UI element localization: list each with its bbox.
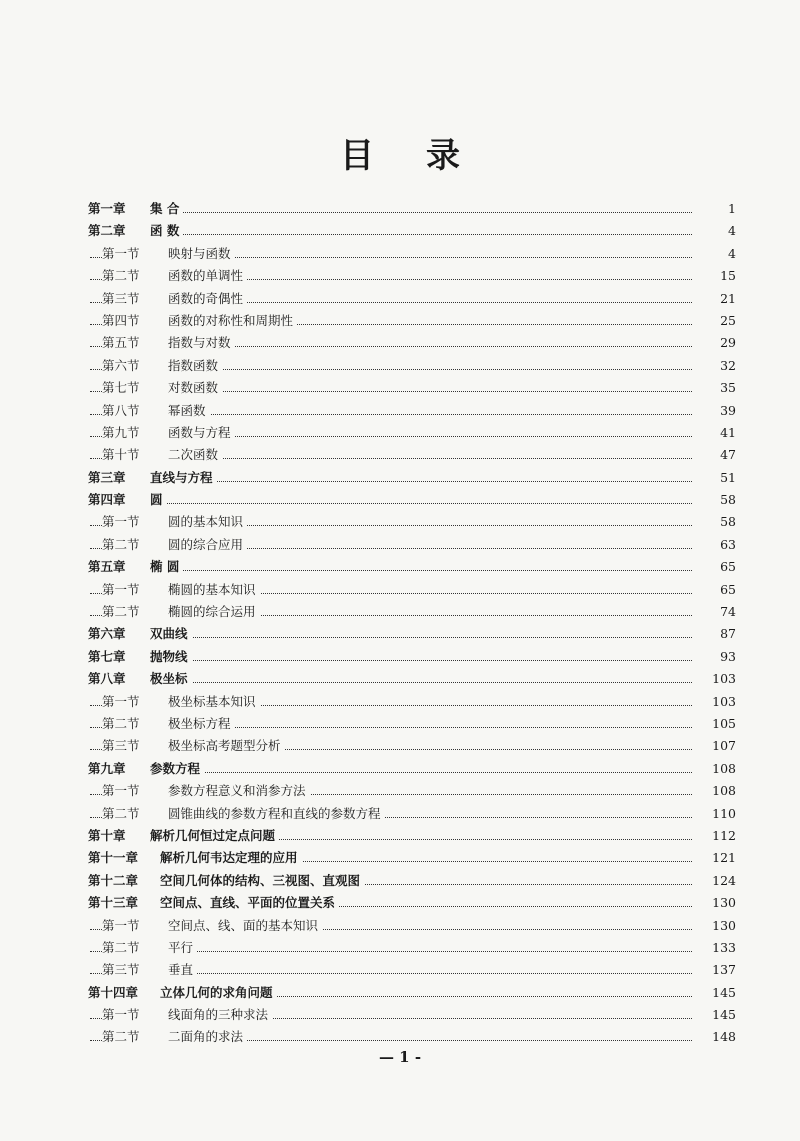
toc-section-entry xyxy=(0,959,800,981)
toc-entry-title: 椭圆的基本知识 xyxy=(168,581,256,597)
toc-entry-number: 第十节 xyxy=(102,447,140,463)
toc-entry-number: 第十二章 xyxy=(88,872,139,888)
toc-section-entry xyxy=(0,1026,800,1048)
toc-chapter-entry xyxy=(0,467,800,489)
toc-entry-title: 极坐标方程 xyxy=(168,715,231,731)
toc-entry-number: 第三节 xyxy=(102,290,140,306)
toc-entry-heading xyxy=(102,444,222,466)
toc-entry-number: 第一节 xyxy=(102,514,140,530)
toc-section-entry xyxy=(0,332,800,354)
toc-entry-title: 参数方程 xyxy=(150,760,201,776)
toc-entry-title: 圆锥曲线的参数方程和直线的参数方程 xyxy=(168,805,381,821)
toc-entry-number: 第十三章 xyxy=(88,895,139,911)
toc-chapter-entry xyxy=(0,198,800,220)
toc-page-number: 145 xyxy=(693,1004,736,1026)
toc-page-number: 58 xyxy=(693,511,736,533)
toc-page-number: 103 xyxy=(693,691,736,713)
toc-section-entry xyxy=(0,579,800,601)
toc-entry-heading xyxy=(102,1004,272,1026)
toc-entry-number: 第九章 xyxy=(88,760,126,776)
toc-entry-heading xyxy=(102,780,310,802)
toc-entry-title: 线面角的三种求法 xyxy=(168,1007,269,1023)
toc-entry-heading xyxy=(102,243,235,265)
toc-chapter-entry xyxy=(0,847,800,869)
toc-entry-number: 第一节 xyxy=(102,783,140,799)
toc-entry-number: 第八章 xyxy=(88,671,126,687)
toc-entry-title: 直线与方程 xyxy=(150,469,213,485)
toc-chapter-entry xyxy=(0,982,800,1004)
toc-entry-number: 第一章 xyxy=(88,201,126,216)
toc-section-entry xyxy=(0,691,800,713)
toc-page-number: 51 xyxy=(693,467,736,489)
toc-entry-heading xyxy=(102,511,247,533)
toc-entry-heading xyxy=(102,691,260,713)
toc-entry-title: 圆的基本知识 xyxy=(168,514,244,530)
toc-page-number: 35 xyxy=(693,377,736,399)
toc-page-number: 103 xyxy=(693,668,736,690)
toc-section-entry xyxy=(0,534,800,556)
toc-entry-number: 第二章 xyxy=(88,223,126,239)
page-number: — 1 - xyxy=(378,1048,422,1066)
toc-entry-title: 映射与函数 xyxy=(168,245,231,261)
toc-page-number: 133 xyxy=(693,937,736,959)
toc-section-entry xyxy=(0,265,800,287)
toc-entry-title: 双曲线 xyxy=(150,626,188,642)
toc-entry-heading xyxy=(88,892,339,914)
toc-page-number: 65 xyxy=(693,556,736,578)
dot-leader xyxy=(90,234,730,235)
dot-leader xyxy=(90,503,730,504)
toc-entry-title: 抛物线 xyxy=(150,648,188,664)
toc-page-number: 41 xyxy=(693,422,736,444)
toc-entry-number: 第十一章 xyxy=(88,850,139,866)
toc-entry-number: 第三节 xyxy=(102,962,140,978)
toc-entry-number: 第二节 xyxy=(102,536,140,552)
toc-entry-heading xyxy=(102,422,235,444)
toc-section-entry xyxy=(0,310,800,332)
toc-entry-title: 二次函数 xyxy=(168,447,219,463)
toc-chapter-entry xyxy=(0,870,800,892)
toc-page-number: 130 xyxy=(693,892,736,914)
toc-page-number: 124 xyxy=(693,870,736,892)
toc-entry-title: 指数函数 xyxy=(168,357,219,373)
toc-page-number: 29 xyxy=(693,332,736,354)
toc-chapter-entry xyxy=(0,489,800,511)
title-char-1: 目 xyxy=(340,136,374,176)
toc-entry-title: 集 合 xyxy=(150,201,180,216)
toc-entry-heading xyxy=(102,310,297,332)
toc-entry-title: 对数函数 xyxy=(168,380,219,396)
toc-page-number: 121 xyxy=(693,847,736,869)
toc-entry-heading xyxy=(88,668,192,690)
toc-entry-number: 第七章 xyxy=(88,648,126,664)
toc-entry-number: 第六章 xyxy=(88,626,126,642)
toc-entry-heading xyxy=(88,556,183,578)
toc-section-entry xyxy=(0,511,800,533)
toc-entry-heading xyxy=(102,803,385,825)
toc-page-number: 15 xyxy=(693,265,736,287)
toc-page-number: 63 xyxy=(693,534,736,556)
toc-page-number: 93 xyxy=(693,646,736,668)
toc-entry-number: 第三章 xyxy=(88,469,126,485)
toc-entry-title: 极坐标基本知识 xyxy=(168,693,256,709)
toc-section-entry xyxy=(0,1004,800,1026)
toc-page-number: 1 xyxy=(693,198,736,220)
toc-entry-heading xyxy=(102,400,210,422)
toc-entry-number: 第二节 xyxy=(102,805,140,821)
toc-entry-title: 幂函数 xyxy=(168,402,206,418)
toc-entry-heading xyxy=(88,623,192,645)
toc-entry-heading xyxy=(102,601,260,623)
toc-entry-heading xyxy=(88,646,192,668)
toc-entry-heading xyxy=(88,758,204,780)
toc-entry-heading xyxy=(102,377,222,399)
toc-entry-title: 极坐标 xyxy=(150,671,188,687)
toc-chapter-entry xyxy=(0,892,800,914)
toc-entry-title: 函数与方程 xyxy=(168,424,231,440)
toc-entry-heading xyxy=(102,332,235,354)
toc-entry-number: 第六节 xyxy=(102,357,140,373)
toc-entry-number: 第一节 xyxy=(102,245,140,261)
toc-page-number: 87 xyxy=(693,623,736,645)
toc-entry-number: 第一节 xyxy=(102,693,140,709)
toc-section-entry xyxy=(0,377,800,399)
toc-chapter-entry xyxy=(0,825,800,847)
toc-entry-heading xyxy=(102,735,285,757)
toc-entry-title: 解析几何恒过定点问题 xyxy=(150,827,276,843)
toc-chapter-entry xyxy=(0,220,800,242)
toc-entry-title: 椭圆的综合运用 xyxy=(168,604,256,620)
dot-leader xyxy=(90,212,730,213)
toc-entry-title: 指数与对数 xyxy=(168,335,231,351)
toc-chapter-entry xyxy=(0,758,800,780)
toc-entry-number: 第二节 xyxy=(102,604,140,620)
toc-entry-number: 第一节 xyxy=(102,581,140,597)
toc-section-entry xyxy=(0,601,800,623)
toc-chapter-entry xyxy=(0,646,800,668)
toc-page-number: 47 xyxy=(693,444,736,466)
toc-entry-heading xyxy=(102,1026,247,1048)
toc-entry-heading xyxy=(102,937,197,959)
title-char-2: 录 xyxy=(426,136,460,176)
page-title xyxy=(0,128,800,177)
toc-page-number: 145 xyxy=(693,982,736,1004)
toc-page-number: 130 xyxy=(693,915,736,937)
toc-entry-number: 第四章 xyxy=(88,492,126,508)
toc-entry-number: 第二节 xyxy=(102,1029,140,1045)
toc-entry-heading xyxy=(88,825,279,847)
toc-entry-number: 第七节 xyxy=(102,380,140,396)
toc-entry-number: 第八节 xyxy=(102,402,140,418)
toc-entry-number: 第五章 xyxy=(88,559,126,575)
toc-entry-number: 第一节 xyxy=(102,917,140,933)
toc-entry-title: 函数的奇偶性 xyxy=(168,290,244,306)
toc-entry-number: 第三节 xyxy=(102,738,140,754)
toc-entry-number: 第十四章 xyxy=(88,984,139,1000)
toc-chapter-entry xyxy=(0,668,800,690)
toc-page-number: 105 xyxy=(693,713,736,735)
toc-section-entry xyxy=(0,288,800,310)
dot-leader xyxy=(90,570,730,571)
toc-entry-number: 第二节 xyxy=(102,268,140,284)
toc-entry-number: 第二节 xyxy=(102,715,140,731)
toc-entry-title: 空间点、线、面的基本知识 xyxy=(168,917,319,933)
toc-entry-heading xyxy=(88,982,277,1004)
toc-section-entry xyxy=(0,355,800,377)
toc-entry-heading xyxy=(88,847,302,869)
toc-entry-number: 第四节 xyxy=(102,312,140,328)
toc-entry-heading xyxy=(102,288,247,310)
table-of-contents xyxy=(0,198,800,1049)
toc-section-entry xyxy=(0,803,800,825)
toc-section-entry xyxy=(0,713,800,735)
toc-page-number: 32 xyxy=(693,355,736,377)
toc-entry-title: 函数的对称性和周期性 xyxy=(168,312,294,328)
toc-entry-title: 椭 圆 xyxy=(150,559,180,575)
toc-page-number: 65 xyxy=(693,579,736,601)
toc-page-number: 74 xyxy=(693,601,736,623)
toc-entry-heading xyxy=(102,265,247,287)
toc-page-number: 112 xyxy=(693,825,736,847)
toc-entry-heading xyxy=(102,713,235,735)
toc-page-number: 137 xyxy=(693,959,736,981)
toc-entry-heading xyxy=(88,489,167,511)
toc-entry-title: 解析几何韦达定理的应用 xyxy=(160,850,298,866)
toc-page-number: 4 xyxy=(693,220,736,242)
toc-page-number: 21 xyxy=(693,288,736,310)
toc-entry-number: 第九节 xyxy=(102,424,140,440)
toc-entry-number: 第十章 xyxy=(88,827,126,843)
toc-entry-number: 第一节 xyxy=(102,1007,140,1023)
toc-entry-title: 空间几何体的结构、三视图、直观图 xyxy=(160,872,361,888)
toc-entry-title: 函数的单调性 xyxy=(168,268,244,284)
toc-entry-heading xyxy=(102,355,222,377)
toc-page-number: 4 xyxy=(693,243,736,265)
toc-section-entry xyxy=(0,422,800,444)
toc-entry-heading xyxy=(88,220,183,242)
toc-entry-heading xyxy=(88,467,217,489)
toc-section-entry xyxy=(0,444,800,466)
toc-page-number: 108 xyxy=(693,758,736,780)
toc-page-number: 58 xyxy=(693,489,736,511)
toc-entry-title: 空间点、直线、平面的位置关系 xyxy=(160,895,336,911)
toc-entry-heading xyxy=(102,579,260,601)
toc-entry-heading xyxy=(88,870,364,892)
toc-entry-number: 第二节 xyxy=(102,939,140,955)
toc-section-entry xyxy=(0,400,800,422)
toc-section-entry xyxy=(0,915,800,937)
toc-page-number: 108 xyxy=(693,780,736,802)
toc-entry-title: 极坐标高考题型分析 xyxy=(168,738,281,754)
toc-chapter-entry xyxy=(0,556,800,578)
toc-entry-title: 圆 xyxy=(150,492,163,508)
toc-page-number: 39 xyxy=(693,400,736,422)
toc-section-entry xyxy=(0,243,800,265)
toc-entry-heading xyxy=(102,915,322,937)
toc-entry-title: 参数方程意义和消参方法 xyxy=(168,783,306,799)
toc-chapter-entry xyxy=(0,623,800,645)
toc-entry-heading xyxy=(102,534,247,556)
toc-section-entry xyxy=(0,780,800,802)
toc-entry-heading xyxy=(102,959,197,981)
toc-entry-title: 平行 xyxy=(168,939,194,955)
toc-section-entry xyxy=(0,735,800,757)
toc-section-entry xyxy=(0,937,800,959)
toc-page-number: 148 xyxy=(693,1026,736,1048)
toc-entry-title: 二面角的求法 xyxy=(168,1029,244,1045)
toc-entry-number: 第五节 xyxy=(102,335,140,351)
toc-entry-title: 圆的综合应用 xyxy=(168,536,244,552)
toc-page-number: 107 xyxy=(693,735,736,757)
toc-page-number: 25 xyxy=(693,310,736,332)
toc-entry-title: 立体几何的求角问题 xyxy=(160,984,273,1000)
toc-entry-title: 垂直 xyxy=(168,962,194,978)
toc-page-number: 110 xyxy=(693,803,736,825)
toc-entry-title: 函 数 xyxy=(150,223,180,239)
toc-entry-heading xyxy=(88,198,183,220)
